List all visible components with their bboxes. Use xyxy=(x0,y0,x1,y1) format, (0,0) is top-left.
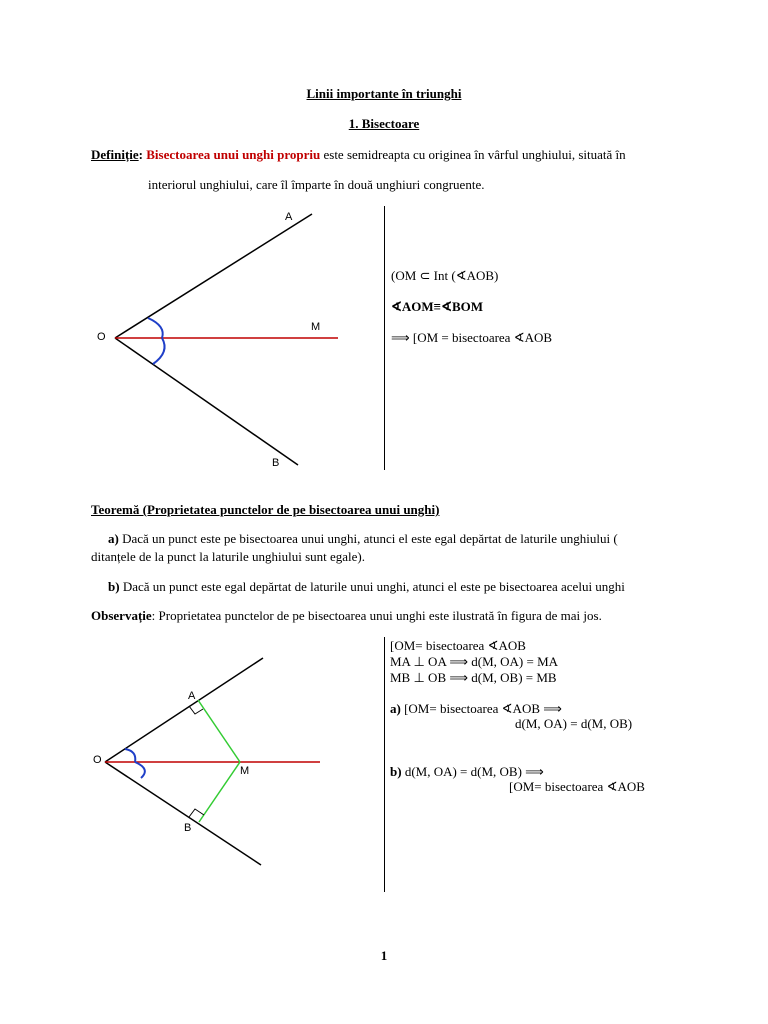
theorem-heading: Teoremă (Proprietatea punctelor de pe bisectoarea unui unghi) xyxy=(91,502,440,517)
label-m-2: M xyxy=(240,765,250,777)
figure2-note-a-text: [OM= bisectoarea ∢AOB ⟹ xyxy=(400,701,562,716)
right-angle-b xyxy=(189,809,204,817)
section-heading xyxy=(0,116,768,132)
perpendicular-ma xyxy=(198,700,240,762)
definition-colon: : xyxy=(138,147,143,162)
definition-term: Bisectoarea unui unghi propriu xyxy=(146,147,321,162)
bisector-figure-2 xyxy=(85,645,335,880)
theorem-a-label: a) xyxy=(108,531,119,546)
label-b-2: B xyxy=(184,822,192,834)
definition-text-1: este semidreapta cu originea în vârful unghiului, situată în xyxy=(320,147,626,162)
angle-arc-bom xyxy=(153,338,165,364)
figure1-note-1: (OM ⊂ Int (∢AOB) xyxy=(391,268,499,283)
observation-label: Observație xyxy=(91,608,152,623)
theorem-b-text: Dacă un punct este egal depărtat de laturile unui unghi, atunci el este pe bisectoarea acelui unghi xyxy=(119,579,625,594)
theorem-a-line-2: ditanțele de la punct la laturile unghiului sunt egale). xyxy=(91,549,365,564)
label-a: A xyxy=(285,211,293,223)
figure1-note-2: ∢AOM≡∢BOM xyxy=(391,299,484,314)
angle-arc-bom-2 xyxy=(135,762,145,778)
label-b: B xyxy=(272,457,280,469)
figure2-note-3: MB ⊥ OB ⟹ d(M, OB) = MB xyxy=(390,670,557,685)
theorem-b-line xyxy=(108,579,625,595)
figure1-divider xyxy=(384,206,385,470)
observation-text: : Proprietatea punctelor de pe bisectoarea unui unghi este ilustrată în figura de mai jos. xyxy=(151,608,602,623)
perpendicular-mb xyxy=(199,762,240,822)
theorem-a-text: Dacă un punct este pe bisectoarea unui unghi, atunci el este egal depărtat de laturile unghiului ( xyxy=(118,531,618,546)
figure2-note-b-text: d(M, OA) = d(M, OB) ⟹ xyxy=(401,764,544,779)
theorem-b-label: b) xyxy=(108,579,120,594)
figure2-note-b-2: [OM= bisectoarea ∢AOB xyxy=(509,779,645,794)
figure2-note-b-1 xyxy=(390,764,544,780)
section-heading-text: 1. Bisectoare xyxy=(348,116,420,131)
figure2-note-1: [OM= bisectoarea ∢AOB xyxy=(390,638,526,653)
figure2-note-2: MA ⊥ OA ⟹ d(M, OA) = MA xyxy=(390,654,559,669)
ray-ob-2 xyxy=(105,762,261,865)
theorem-a-line-1 xyxy=(108,531,618,547)
ray-oa xyxy=(115,214,312,338)
label-o-2: O xyxy=(93,754,102,766)
ray-oa-2 xyxy=(105,658,263,762)
figure2-note-a-2: d(M, OA) = d(M, OB) xyxy=(515,716,633,731)
label-a-2: A xyxy=(188,690,196,702)
bisector-figure-1 xyxy=(80,200,370,490)
ray-ob xyxy=(115,338,298,465)
figure2-note-a-label: a) xyxy=(390,701,401,716)
figure2-divider xyxy=(384,637,385,892)
angle-arc-aom xyxy=(148,318,163,338)
observation-line xyxy=(91,608,602,624)
definition-line-2: interiorul unghiului, care îl împarte în două unghiuri congruente. xyxy=(148,177,485,192)
right-angle-a xyxy=(189,706,203,714)
label-m: M xyxy=(311,321,321,333)
label-o: O xyxy=(97,331,106,343)
figure1-note-3: ⟹ [OM = bisectoarea ∢AOB xyxy=(391,330,553,345)
page-title: Linii importante în triunghi xyxy=(306,86,462,101)
definition-line-1 xyxy=(91,147,626,163)
page-number: 1 xyxy=(380,948,388,963)
figure2-note-a-1 xyxy=(390,701,562,717)
angle-arc-aom-2 xyxy=(125,749,135,762)
definition-label: Definiție xyxy=(91,147,139,162)
figure2-note-b-label: b) xyxy=(390,764,402,779)
